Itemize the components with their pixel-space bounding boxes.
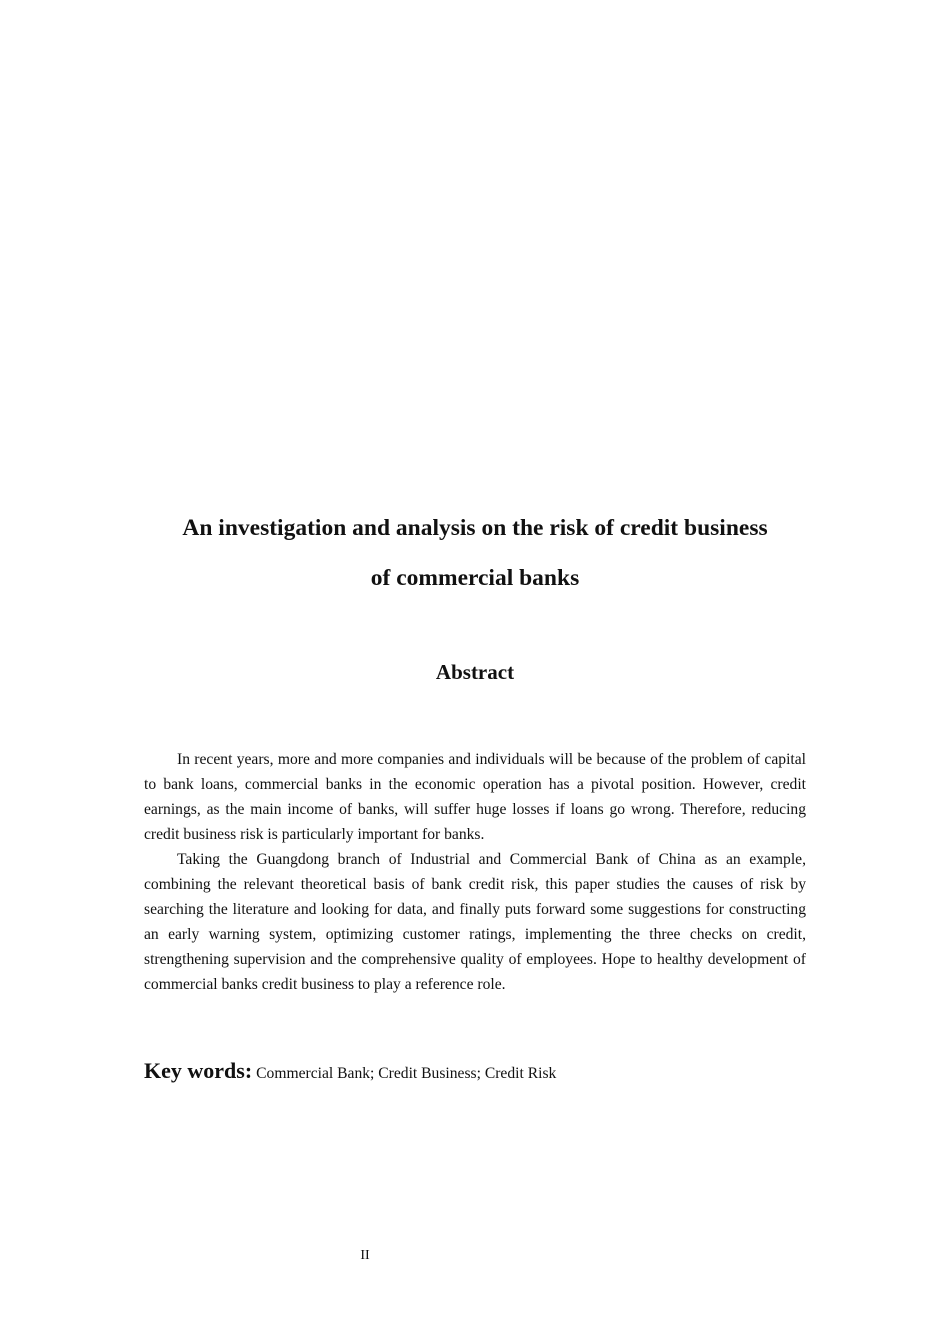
abstract-body (144, 747, 806, 997)
keywords-line (144, 1055, 806, 1090)
paper-title-line-1: An investigation and analysis on the risk of credit business (182, 515, 768, 541)
keywords-value: Commercial Bank; Credit Business; Credit Risk (256, 1065, 557, 1082)
paper-title-line-2: of commercial banks (370, 565, 580, 591)
abstract-heading: Abstract (435, 660, 515, 684)
paper-title (120, 503, 830, 603)
abstract-paragraph-2: Taking the Guangdong branch of Industrial and Commercial Bank of China as an example, combining the relevant theoretical basis of bank credit risk, this paper studies the causes of risk by searching the literature and looking for data, and finally puts forward some suggestions for constructing an early warning system, optimizing customer ratings, implementing the three checks on credit, strengthening supervision and the comprehensive quality of employees. Hope to healthy development of commercial banks credit business to play a reference role. (144, 851, 806, 993)
page-number: II (360, 1248, 370, 1263)
keywords-label: Key words: (144, 1058, 253, 1083)
abstract-paragraph-1: In recent years, more and more companies and individuals will be because of the problem of capital to bank loans, commercial banks in the economic operation has a pivotal position. However, credit earnings, as the main income of banks, will suffer huge losses if loans go wrong. Therefore, reducing credit business risk is particularly important for banks. (144, 751, 806, 843)
